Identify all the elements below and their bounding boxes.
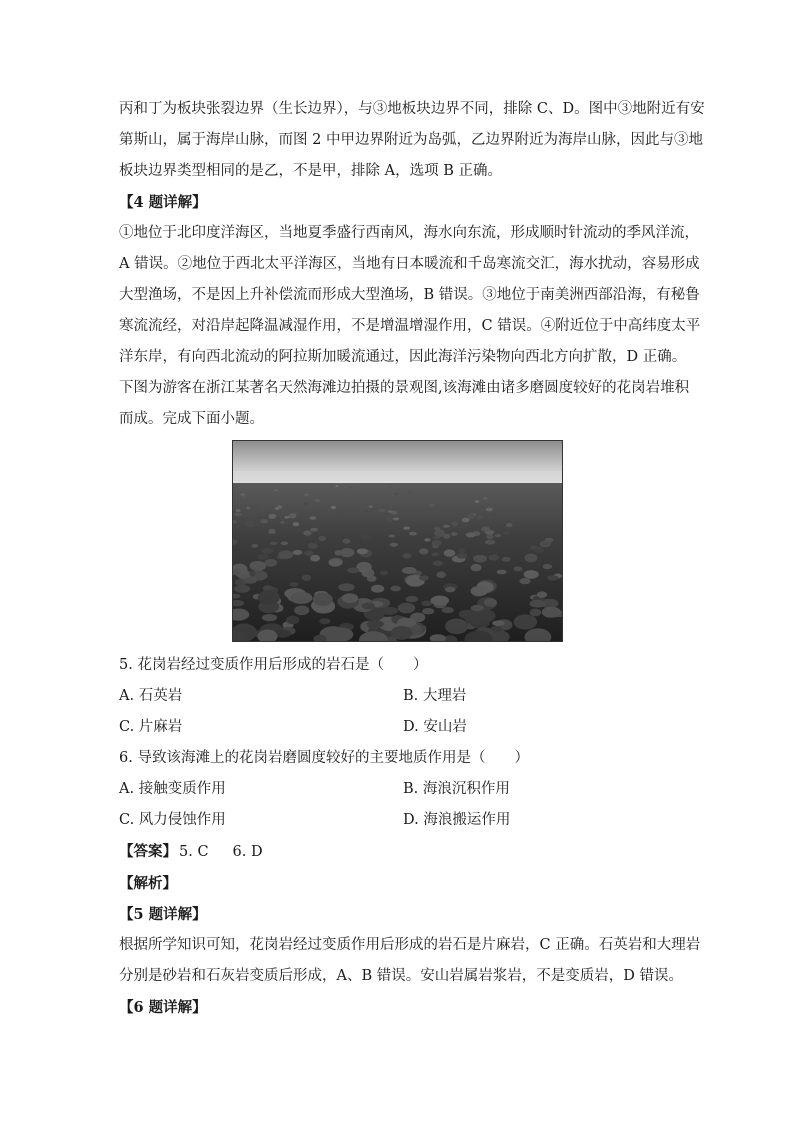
option-label: B. — [403, 781, 419, 797]
pebble — [519, 578, 530, 584]
q5-detail-heading: 【5 题详解】 — [119, 906, 207, 923]
option-text: 片麻岩 — [138, 719, 183, 735]
answer-line — [119, 836, 679, 868]
pebble — [389, 535, 395, 538]
pebble — [433, 536, 440, 539]
pebble — [424, 538, 430, 541]
pebble — [281, 541, 288, 545]
option-text: 大理岩 — [422, 688, 467, 704]
pebble — [293, 522, 300, 526]
pebble — [274, 489, 278, 491]
pebble — [486, 508, 493, 512]
page-content — [119, 94, 705, 1023]
pebble — [542, 607, 561, 618]
pebble — [342, 593, 358, 603]
pebble — [502, 557, 511, 562]
pebble — [408, 491, 412, 494]
pebble — [457, 553, 468, 559]
pebble — [303, 530, 311, 535]
pebble — [506, 523, 513, 527]
q4-detail-text — [119, 218, 701, 373]
pebble — [234, 564, 242, 568]
pebble — [262, 548, 274, 554]
pebble — [242, 495, 247, 498]
pebble — [390, 543, 398, 547]
pebble — [361, 534, 370, 539]
pebble — [244, 577, 258, 584]
pebble — [310, 555, 320, 562]
pebble — [485, 540, 496, 545]
pebble — [329, 559, 342, 567]
pebble — [432, 540, 442, 546]
option-label: A. — [119, 688, 135, 704]
pebble — [343, 539, 351, 544]
option-5a — [119, 681, 182, 712]
pebble — [245, 523, 254, 528]
option-text: 石英岩 — [138, 688, 183, 704]
option-5d — [403, 712, 467, 743]
text-line: 根据所学知识可知，花岗岩经过变质作用后形成的岩石是片麻岩，C 正确。石英岩和大理岩 — [119, 937, 701, 953]
pebble — [514, 614, 538, 629]
pebble — [432, 552, 440, 556]
pebble — [503, 532, 510, 535]
pebble — [369, 505, 373, 508]
pebble-beach-photo — [232, 440, 563, 642]
pebble — [442, 607, 454, 613]
pebble — [481, 526, 490, 531]
pebble — [310, 516, 317, 520]
pebble — [495, 534, 502, 538]
pebble — [340, 548, 355, 557]
previous-explanation — [119, 94, 705, 187]
text-line: 丙和丁为板块张裂边界（生长边界），与③地板块边界不同，排除 C、D。图中③地附近有安 — [119, 101, 705, 117]
pebble — [422, 608, 434, 614]
text-line: 寒流流经，对沿岸起降温减湿作用，不是增温增湿作用，C 错误。④附近位于中高纬度太平 — [119, 318, 701, 334]
pebble — [268, 514, 276, 519]
pebble — [357, 548, 368, 554]
pebble — [530, 600, 546, 608]
pebble-beach-image — [233, 441, 562, 641]
pebble — [445, 587, 455, 593]
pebble — [543, 564, 552, 569]
pebble — [397, 618, 416, 628]
pebble — [308, 543, 318, 549]
pebble — [249, 504, 255, 508]
pebble — [310, 528, 318, 532]
answer-6: 6. D — [232, 844, 263, 860]
pebble — [547, 575, 558, 580]
pebble — [249, 561, 266, 571]
pebble — [421, 601, 432, 607]
pebble — [475, 500, 480, 503]
pebble — [268, 529, 275, 534]
pebble — [471, 605, 484, 611]
pebble — [459, 549, 466, 554]
pebble — [406, 596, 419, 602]
pebble — [284, 516, 289, 519]
text-line: 分别是砂岩和石灰岩变质后形成，A、B 错误。安山岩属岩浆岩，不是变质岩，D 错误。 — [119, 968, 683, 984]
pebble — [444, 549, 455, 556]
pebble — [290, 592, 312, 604]
pebble — [490, 554, 499, 560]
text-line: 大型渔场，不是因上升补偿流而形成大型渔场，B 错误。③地位于南美洲西部沿海，有秘鲁 — [119, 287, 700, 303]
beach-photo-container — [119, 440, 679, 646]
pebble — [445, 619, 468, 635]
option-label: C. — [119, 812, 135, 828]
pebble — [484, 598, 497, 607]
pebble — [315, 499, 320, 502]
text-line: ①地位于北印度洋海区，当地夏季盛行西南风，海水向东流，形成顺时针流动的季风洋流， — [119, 225, 699, 241]
option-text: 接触变质作用 — [138, 781, 226, 797]
pebble — [430, 596, 449, 606]
pebble — [395, 493, 399, 495]
pebble — [339, 517, 344, 520]
pebble — [471, 564, 482, 571]
pebble — [524, 570, 539, 579]
pebble — [275, 507, 279, 510]
option-text: 安山岩 — [423, 719, 467, 735]
pebble — [409, 532, 417, 536]
pebble — [391, 511, 398, 515]
pebble — [335, 485, 338, 487]
question-5-options-row-2 — [119, 712, 679, 743]
pebble — [379, 509, 386, 512]
pebble — [304, 494, 309, 496]
pebble — [236, 509, 241, 512]
pebble — [402, 567, 417, 574]
question-5-stem: 5. 花岗岩经过变质作用后形成的岩石是（ ） — [119, 657, 428, 673]
pebble — [419, 548, 428, 554]
pebble — [513, 566, 522, 571]
pebble — [545, 538, 554, 542]
pebble — [293, 550, 302, 555]
pebble — [302, 575, 311, 581]
pebble — [428, 503, 434, 507]
pebble — [313, 593, 333, 606]
option-6b — [403, 774, 510, 805]
pebble — [534, 546, 544, 553]
pebble — [473, 555, 487, 563]
pebble — [330, 628, 354, 642]
option-5b — [403, 681, 466, 712]
option-label: C. — [119, 719, 135, 735]
pebble — [347, 567, 359, 573]
text-line: 第斯山，属于海岸山脉，而图 2 中甲边界附近为岛弧，乙边界附近为海岸山脉，因此与③地 — [119, 132, 703, 148]
question-5-options-row-1 — [119, 681, 679, 712]
option-label: A. — [119, 781, 135, 797]
pebble — [471, 586, 488, 596]
pebble — [362, 602, 375, 609]
text-line: 而成。完成下面小题。 — [119, 411, 264, 427]
answer-tag: 【答案】 — [119, 843, 177, 860]
pebble — [367, 620, 384, 628]
pebble — [434, 527, 440, 530]
q5-detail-text — [119, 930, 701, 992]
pebble — [331, 506, 336, 509]
pebble — [262, 614, 277, 621]
pebble — [270, 542, 277, 546]
pebble — [258, 590, 280, 605]
q6-detail-heading: 【6 题详解】 — [119, 999, 207, 1016]
option-6d — [403, 805, 510, 836]
pebble — [319, 618, 330, 624]
pebble — [386, 517, 394, 521]
pebble — [483, 497, 488, 499]
question-6-options-row-1 — [119, 774, 679, 805]
pebble — [550, 517, 555, 520]
pebble — [286, 616, 299, 625]
pebble — [462, 518, 470, 523]
pebble — [443, 525, 450, 528]
answer-5: 5. C — [179, 844, 209, 860]
text-line: A 错误。②地位于西北太平洋海区，当地有日本暖流和千岛寒流交汇，海水扰动，容易形成 — [119, 256, 700, 272]
pebble — [234, 585, 250, 593]
pebble — [436, 572, 446, 579]
question-6-stem: 6. 导致该海滩上的花岗岩磨圆度较好的主要地质作用是（ ） — [119, 750, 529, 766]
pebble — [403, 527, 410, 530]
option-text: 风力侵蚀作用 — [138, 812, 226, 828]
option-6c — [119, 805, 226, 836]
text-line: 洋东岸，有向西北流动的阿拉斯加暖流通过，因此海洋污染物向西北方向扩散，D 正确。 — [119, 349, 687, 365]
pebble — [398, 603, 416, 614]
pebble — [486, 534, 494, 539]
pebble — [451, 532, 458, 536]
pebble — [338, 583, 354, 591]
pebble — [470, 612, 481, 619]
pebble — [492, 620, 504, 626]
option-label: D. — [403, 719, 419, 735]
analysis-heading: 【解析】 — [119, 875, 177, 892]
pebble — [525, 554, 538, 563]
option-6a — [119, 774, 226, 805]
pebble — [289, 513, 297, 518]
pebble — [294, 606, 309, 616]
pebble — [289, 582, 298, 587]
question-intro — [119, 373, 690, 435]
text-line: 下图为游客在浙江某著名天然海滩边拍摄的景观图,该海滩由诸多磨圆度较好的花岗岩堆积 — [119, 380, 690, 396]
pebble — [391, 586, 401, 592]
pebble — [257, 554, 268, 560]
pebble — [380, 570, 388, 575]
pebble — [279, 550, 294, 559]
pebble — [530, 609, 542, 617]
pebble — [389, 486, 392, 488]
pebble — [251, 544, 258, 548]
pebble — [452, 522, 459, 526]
pebble — [433, 561, 443, 567]
pebble — [537, 591, 547, 597]
option-label: B. — [403, 688, 419, 704]
pebble — [477, 516, 483, 519]
pebble — [391, 626, 413, 640]
pebble — [273, 518, 281, 523]
pebble — [234, 513, 241, 516]
pebble — [403, 553, 412, 558]
pebble — [393, 517, 399, 520]
q4-detail-heading: 【4 题详解】 — [119, 194, 207, 211]
option-text: 海浪沉积作用 — [422, 781, 510, 797]
pebble — [260, 519, 268, 523]
pebble — [468, 514, 475, 519]
option-text: 海浪搬运作用 — [423, 812, 511, 828]
pebble — [419, 575, 429, 580]
question-6-options-row-2 — [119, 805, 679, 836]
pebble — [350, 487, 353, 489]
pebble — [443, 534, 450, 539]
pebble — [490, 513, 498, 517]
pebble — [466, 532, 476, 537]
option-label: D. — [403, 812, 419, 828]
pebble — [304, 550, 313, 556]
pebble — [371, 585, 384, 593]
pebble — [318, 536, 326, 541]
option-5c — [119, 712, 182, 743]
pebble — [304, 503, 308, 506]
pebble — [265, 559, 278, 567]
pebble — [364, 509, 369, 512]
pebble — [497, 570, 507, 575]
text-line: 板块边界类型相同的是乙，不是甲，排除 A，选项 B 正确。 — [119, 163, 502, 179]
